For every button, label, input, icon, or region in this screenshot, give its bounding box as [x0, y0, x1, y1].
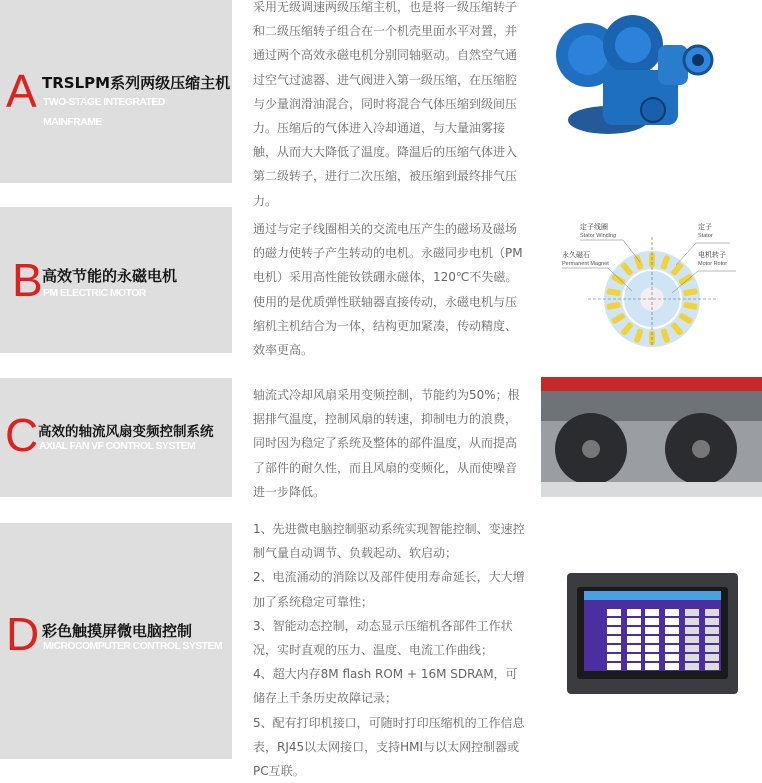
- screen-button: [705, 645, 719, 652]
- pm-motor-diagram: [548, 215, 748, 350]
- label-stator-en: Stator: [698, 233, 713, 239]
- screen-cell: [645, 636, 659, 643]
- section-subtitle: MAINFRAME: [43, 116, 102, 128]
- screen-button: [705, 663, 719, 670]
- screen-cell: [665, 645, 679, 652]
- section-b-panel: [0, 207, 232, 353]
- section-letter: C: [5, 409, 39, 461]
- section-title: 高效的轴流风扇变频控制系统: [38, 424, 214, 440]
- screen-cell: [627, 636, 641, 643]
- screen-button: [705, 627, 719, 634]
- section-subtitle: PM ELECTRIC MOTOR: [43, 287, 146, 299]
- screen-button: [685, 654, 699, 661]
- screen-button: [705, 654, 719, 661]
- section-subtitle: TWO-STAGE INTEGRATED: [43, 96, 165, 108]
- screen-cell: [627, 654, 641, 661]
- screen-cell: [645, 609, 659, 616]
- screen-cell: [607, 627, 621, 634]
- screen-button: [705, 636, 719, 643]
- screen-button: [685, 609, 699, 616]
- section-subtitle: AXIAL FAN VF CONTROL SYSTEM: [39, 440, 196, 452]
- screen-button: [685, 618, 699, 625]
- section-a-description: 采用无级调速两级压缩主机，也是将一级压缩转子和二级压缩转子组合在一个机壳里面水平对置，并通过两个高效永磁电机分别同轴驱动。自然空气通过空气过滤器、进气阀进入第一级压缩，在压缩腔与少量润滑油混合，同时将混合气体压缩到级间压力。压缩后的气体进入冷却通道，与大量油雾接触，从而大大降低了温度。降温后的压缩气体进入第二级转子，进行二次压缩，被压缩到最终排气压力。: [253, 0, 518, 208]
- screen-button: [705, 618, 719, 625]
- screen-cell: [607, 654, 621, 661]
- screen-button: [685, 627, 699, 634]
- label-stator-cn: 定子: [698, 224, 712, 231]
- label-magnet-en: Permanent Magnet: [562, 261, 609, 267]
- section-letter: D: [6, 608, 40, 660]
- section-title: 彩色触摸屏微电脑控制: [42, 622, 193, 640]
- screen-cell: [665, 618, 679, 625]
- screen-cell: [607, 663, 621, 670]
- screen-cell: [607, 645, 621, 652]
- touchscreen-controller-image: [567, 573, 738, 694]
- screen-button: [685, 636, 699, 643]
- screen-cell: [627, 618, 641, 625]
- section-c-description: 轴流式冷却风扇采用变频控制，节能约为50%；根据排气温度，控制风扇的转速，抑制电力的浪费，同时因为稳定了系统及整体的部件温度，从而提高了部件的耐久性，而且风扇的变频化，从而使噪音进一步降低。: [253, 388, 520, 499]
- list-item: 4、超大内存8M flash ROM + 16M SDRAM，可储存上千条历史故障记录；: [253, 667, 518, 706]
- section-title: TRSLPM系列两级压缩主机: [42, 74, 231, 92]
- list-item: 3、智能动态控制，动态显示压缩机各部件工作状况，实时直观的压力、温度、电流工作曲线；: [253, 618, 513, 658]
- section-c-panel: [0, 378, 232, 497]
- screen-cell: [627, 627, 641, 634]
- section-letter: B: [12, 254, 43, 306]
- section-letter: A: [6, 65, 37, 117]
- screen-cell: [645, 618, 659, 625]
- screen-cell: [607, 618, 621, 625]
- screen-cell: [607, 609, 621, 616]
- screen-cell: [665, 663, 679, 670]
- section-title: 高效节能的永磁电机: [42, 267, 178, 285]
- label-rotor-en: Motor Rotor: [698, 261, 728, 267]
- screen-cell: [627, 663, 641, 670]
- screen-cell: [627, 645, 641, 652]
- section-d-description: [253, 517, 525, 783]
- label-stator-winding-en: Stator Winding: [580, 233, 617, 239]
- section-a-panel: [0, 0, 232, 183]
- two-stage-compressor-image: [548, 0, 728, 150]
- screen-button: [705, 609, 719, 616]
- section-d-panel: [0, 523, 232, 759]
- list-item: 5、配有打印机接口，可随时打印压缩机的工作信息表，RJ45以太网接口，支持HMI与以太网控制器或PC互联。: [253, 715, 525, 779]
- screen-cell: [665, 654, 679, 661]
- screen-cell: [627, 609, 641, 616]
- screen-cell: [665, 636, 679, 643]
- screen-cell: [665, 627, 679, 634]
- screen-button: [685, 645, 699, 652]
- label-magnet-cn: 永久磁石: [562, 252, 590, 259]
- label-stator-winding-cn: 定子线圈: [580, 224, 608, 231]
- list-item: 2、电流涌动的消除以及部件使用寿命延长，大大增加了系统稳定可靠性；: [253, 570, 525, 609]
- screen-cell: [665, 609, 679, 616]
- section-subtitle: MICROCOMPUTER CONTROL SYSTEM: [43, 640, 223, 652]
- screen-cell: [645, 627, 659, 634]
- axial-fan-image: [541, 377, 762, 497]
- label-rotor-cn: 电机转子: [698, 252, 726, 259]
- list-item: 1、先进微电脑控制驱动系统实现智能控制、变速控制气量自动调节、负载起动、软启动；: [253, 522, 525, 561]
- screen-cell: [645, 663, 659, 670]
- section-b-description: 通过与定子线圈相关的交流电压产生的磁场及磁场的磁力使转子产生转动的电机。永磁同步电机（PM电机）采用高性能钕铁硼永磁体，120℃不失磁。使用的是优质弹性联轴器直接传动，永磁电机与压缩机主机结合为一体，结构更加紧凑，传动精度、效率更高。: [253, 222, 523, 358]
- screen-cell: [645, 645, 659, 652]
- screen-cell: [645, 654, 659, 661]
- screen-button: [685, 663, 699, 670]
- screen-cell: [607, 636, 621, 643]
